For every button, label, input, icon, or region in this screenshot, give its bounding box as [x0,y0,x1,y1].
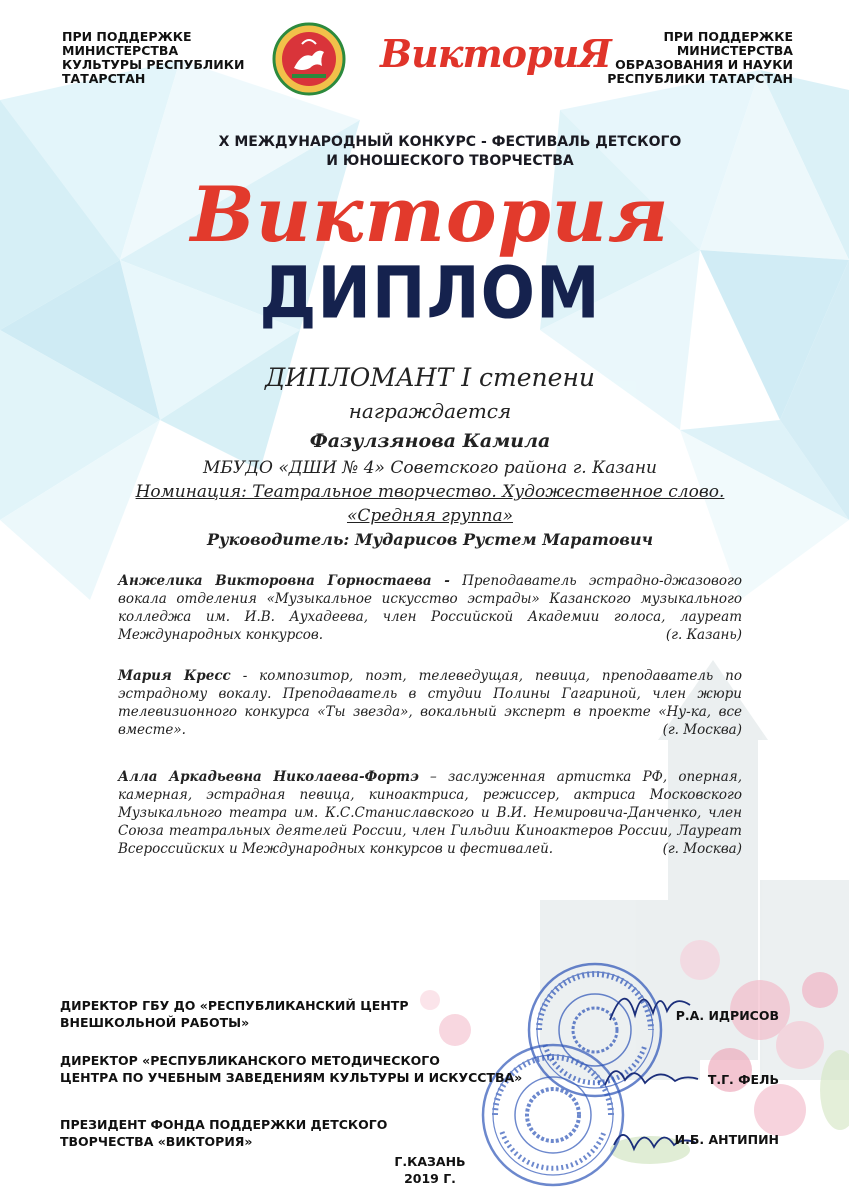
header-left-line: МИНИСТЕРСТВА [62,43,179,58]
signatory-title-line: ДИРЕКТОР «РЕСПУБЛИКАНСКОГО МЕТОДИЧЕСКОГО [60,1053,440,1068]
jury-member-description: Преподаватель эстрадно-джазового вокала отделения «Музыкальное искусство эстрады» Казанского музыкального колледжа им. И.В. Аухадеева, член Российской Академии голоса, лауреат Международных конкурсов. [118,573,742,643]
jury-member-city: (г. Москва) [662,722,742,738]
viktoria-logo: ВикториЯ [380,31,611,76]
award-degree: ДИПЛОМАНТ I степени [264,363,596,392]
jury-member-name: Анжелика Викторовна Горностаева - [118,573,450,589]
nomination [110,481,750,503]
signatory-title [60,1052,530,1086]
contest-title-line: X МЕЖДУНАРОДНЫЙ КОНКУРС - ФЕСТИВАЛЬ ДЕТСКОГО [218,134,682,150]
tatarstan-emblem-icon [272,22,346,96]
winner-name: Фазулзянова Камила [309,430,551,452]
signatory-title-line: ЦЕНТРА ПО УЧЕБНЫМ ЗАВЕДЕНИЯМ КУЛЬТУРЫ И ИСКУССТВА» [60,1070,523,1085]
leader-name: Руководитель: Мударисов Рустем Маратович [206,530,654,549]
header-right-line: ОБРАЗОВАНИЯ И НАУКИ [615,57,793,72]
header-right-line: МИНИСТЕРСТВА [676,43,793,58]
signatory-name: Т.Г. ФЕЛЬ [707,1072,779,1087]
header-right-line: РЕСПУБЛИКИ ТАТАРСТАН [607,71,793,86]
diploma-heading: ДИПЛОМ [259,252,601,336]
support-ministry-education [593,30,793,86]
nomination-text: Номинация: Театральное творчество. Художественное слово. [135,482,725,502]
header-right-line: ПРИ ПОДДЕРЖКЕ [663,29,793,44]
contest-title-line: И ЮНОШЕСКОГО ТВОРЧЕСТВА [326,153,574,169]
awarded-label: награждается [348,399,512,423]
festival-name-heading: Виктория [190,170,670,259]
header-left-line: ПРИ ПОДДЕРЖКЕ [62,29,192,44]
city: Г.КАЗАНЬ [394,1154,466,1169]
jury-member [118,768,742,858]
age-group-text: «Средняя группа» [346,506,513,526]
jury-member [118,667,742,739]
age-group [110,505,750,527]
signatory-title [60,1116,530,1150]
jury-member-description: – заслуженная артистка РФ, оперная, камерная, эстрадная певица, киноактриса, режиссер, актриса Московского Музыкального театра им. К.С.Станиславского и В.И. Немировича-Данченко, член Союза театральных деятелей России, член Гильдии Киноактеров России, Лауреат Всероссийских и Международных конкурсов и фестивалей. [118,769,742,857]
header-left-line: КУЛЬТУРЫ РЕСПУБЛИКИ [62,57,245,72]
signatory-title-line: ДИРЕКТОР ГБУ ДО «РЕСПУБЛИКАНСКИЙ ЦЕНТР [60,998,409,1013]
signatory-name: И.Б. АНТИПИН [674,1132,779,1147]
year: 2019 Г. [404,1171,456,1186]
signatory-name: Р.А. ИДРИСОВ [675,1008,779,1023]
jury-member-city: (г. Москва) [662,841,742,857]
jury-member-name: Мария Кресс [118,668,231,684]
signatory-title [60,997,530,1031]
signature-idrisov-icon [605,975,695,1035]
jury-member-description: - композитор, поэт, телеведущая, певица, преподаватель по эстрадному вокалу. Преподаватель в студии Полины Гагариной, член жюри телевизионного конкурса «Ты звезда», вокальный эксперт в проекте «Ну-ка, все вместе». [118,668,742,738]
school-name: МБУДО «ДШИ № 4» Советского района г. Казани [203,458,657,478]
jury-member-city: (г. Казань) [665,627,742,643]
jury-member [118,572,742,644]
header-left-line: ТАТАРСТАН [62,71,146,86]
support-ministry-culture [62,30,262,86]
signatory-title-line: ВНЕШКОЛЬНОЙ РАБОТЫ» [60,1015,250,1030]
signatory-title-line: ТВОРЧЕСТВА «ВИКТОРИЯ» [60,1134,253,1149]
jury-member-name: Алла Аркадьевна Николаева-Фортэ [118,769,419,785]
place-and-date [375,1153,485,1187]
signatory-title-line: ПРЕЗИДЕНТ ФОНДА ПОДДЕРЖКИ ДЕТСКОГО [60,1117,388,1132]
